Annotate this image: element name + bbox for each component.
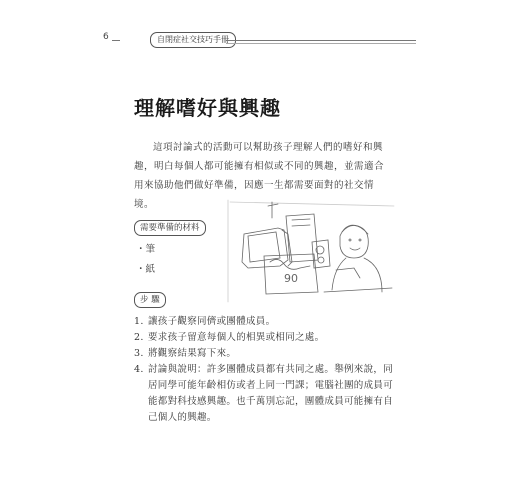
step-text: 讓孩子觀察同儕或團體成員。 xyxy=(148,316,276,327)
sketch-illustration-icon xyxy=(226,196,396,308)
steps-list xyxy=(134,314,396,426)
step-number: 4. xyxy=(134,364,144,375)
step-text: 要求孩子留意每個人的相異或相同之處。 xyxy=(148,332,325,343)
header-rule-right-double xyxy=(226,43,416,44)
svg-text:90: 90 xyxy=(284,272,298,285)
step-item xyxy=(134,362,396,426)
step-text: 將觀察結果寫下來。 xyxy=(148,348,237,359)
header-rule-left xyxy=(112,40,120,41)
steps-heading: 步 驟 xyxy=(134,292,166,308)
running-header-title: 自閉症社交技巧手冊 xyxy=(150,32,236,48)
step-number: 3. xyxy=(134,348,144,359)
chapter-title: 理解嗜好與興趣 xyxy=(134,96,281,120)
header-rule-right xyxy=(226,40,416,41)
materials-item-pen: ・筆 xyxy=(136,244,156,255)
step-text: 討論與說明：許多團體成員都有共同之處。舉例來說，同居同學可能年齡相仿或者上同一門課；電腦社團的成員可能都對科技感興趣。也千萬別忘記，團體成員可能擁有自己個人的興趣。 xyxy=(148,364,394,423)
materials-list xyxy=(136,240,155,280)
page-number: 6 xyxy=(103,32,109,42)
materials-item-paper: ・紙 xyxy=(136,264,156,275)
materials-heading: 需要準備的材料 xyxy=(134,220,206,236)
step-item xyxy=(134,346,396,362)
step-number: 1. xyxy=(134,316,144,327)
step-item xyxy=(134,330,396,346)
step-number: 2. xyxy=(134,332,144,343)
step-item xyxy=(134,314,396,330)
intro-paragraph: 這項討論式的活動可以幫助孩子理解人們的嗜好和興趣，明白每個人都可能擁有相似或不同的興趣，並需適合用來協助他們做好準備，因應一生都需要面對的社交情境。 xyxy=(134,142,385,210)
